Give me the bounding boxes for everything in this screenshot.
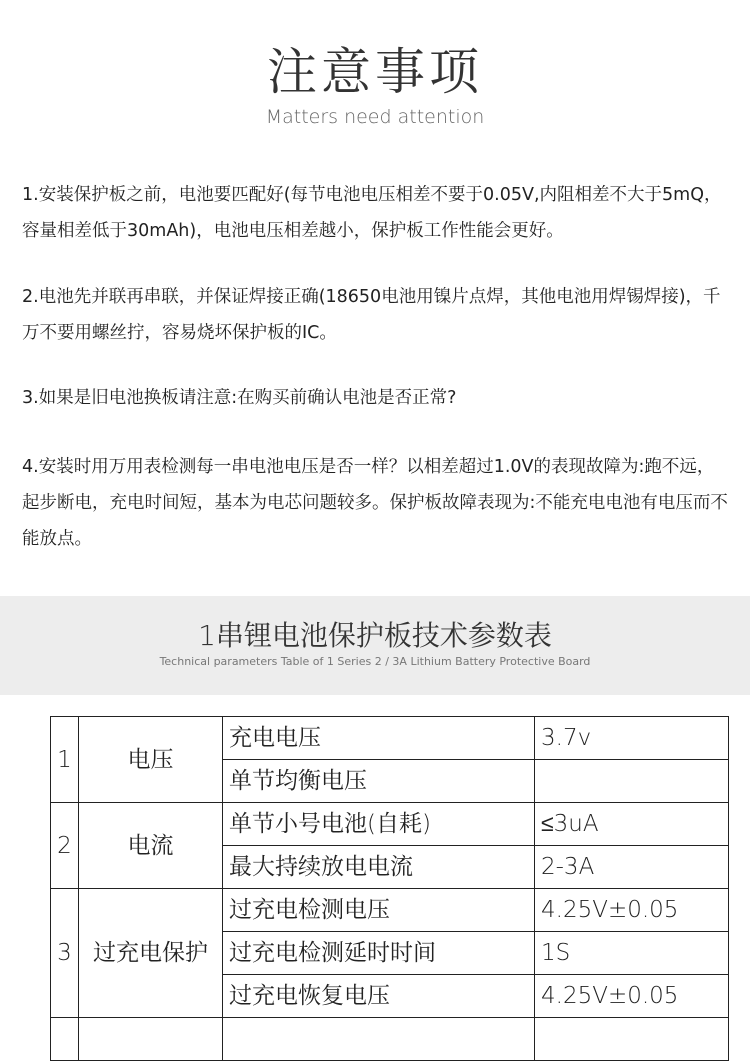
group-number: 3 xyxy=(51,889,79,1018)
param-title: 1串锂电池保护板技术参数表 xyxy=(198,619,552,652)
table-row xyxy=(51,803,729,846)
param-name: 单节均衡电压 xyxy=(223,760,535,803)
param-name: 过充电恢复电压 xyxy=(223,975,535,1018)
notice-item-3: 3.如果是旧电池换板请注意:在购买前确认电池是否正常? xyxy=(22,388,457,408)
group-category: 过充电保护 xyxy=(79,889,223,1018)
notice-subtitle: Matters need attention xyxy=(265,106,485,128)
param-name: 过充电检测延时时间 xyxy=(223,932,535,975)
param-name: 过充电检测电压 xyxy=(223,889,535,932)
table-row-cut-off xyxy=(51,1018,729,1061)
param-value: 4.25V±0.05 xyxy=(535,889,729,932)
param-value: ≤3uA xyxy=(535,803,729,846)
param-value: 4.25V±0.05 xyxy=(535,975,729,1018)
notice-item-2: 2.电池先并联再串联，并保证焊接正确(18650电池用镍片点焊，其他电池用焊锡焊接)，千万不要用螺丝拧，容易烧坏保护板的IC。 xyxy=(22,287,721,343)
notice-item-4: 4.安装时用万用表检测每一串电池电压是否一样？以相差超过1.0V的表现故障为:跑不远，起步断电，充电时间短，基本为电芯问题较多。保护板故障表现为:不能充电电池有电压而不能放点。 xyxy=(22,457,728,549)
group-number: 1 xyxy=(51,717,79,803)
param-subtitle: Technical parameters Table of 1 Series 2 / 3A Lithium Battery Protective Board xyxy=(159,655,591,668)
table-row xyxy=(51,717,729,760)
param-value: 3.7v xyxy=(535,717,729,760)
param-name: 单节小号电池(自耗) xyxy=(223,803,535,846)
group-category: 电压 xyxy=(79,717,223,803)
group-category: 电流 xyxy=(79,803,223,889)
param-value xyxy=(535,760,729,803)
param-value: 1S xyxy=(535,932,729,975)
notice-title: 注意事项 xyxy=(267,43,483,101)
param-name: 充电电压 xyxy=(223,717,535,760)
group-number: 2 xyxy=(51,803,79,889)
notice-item-1: 1.安装保护板之前，电池要匹配好(每节电池电压相差不要于0.05V,内阻相差不大于5mQ，容量相差低于30mAh)，电池电压相差越小，保护板工作性能会更好。 xyxy=(22,185,722,241)
param-table xyxy=(50,716,729,1061)
table-row xyxy=(51,889,729,932)
param-name: 最大持续放电电流 xyxy=(223,846,535,889)
param-value: 2-3A xyxy=(535,846,729,889)
